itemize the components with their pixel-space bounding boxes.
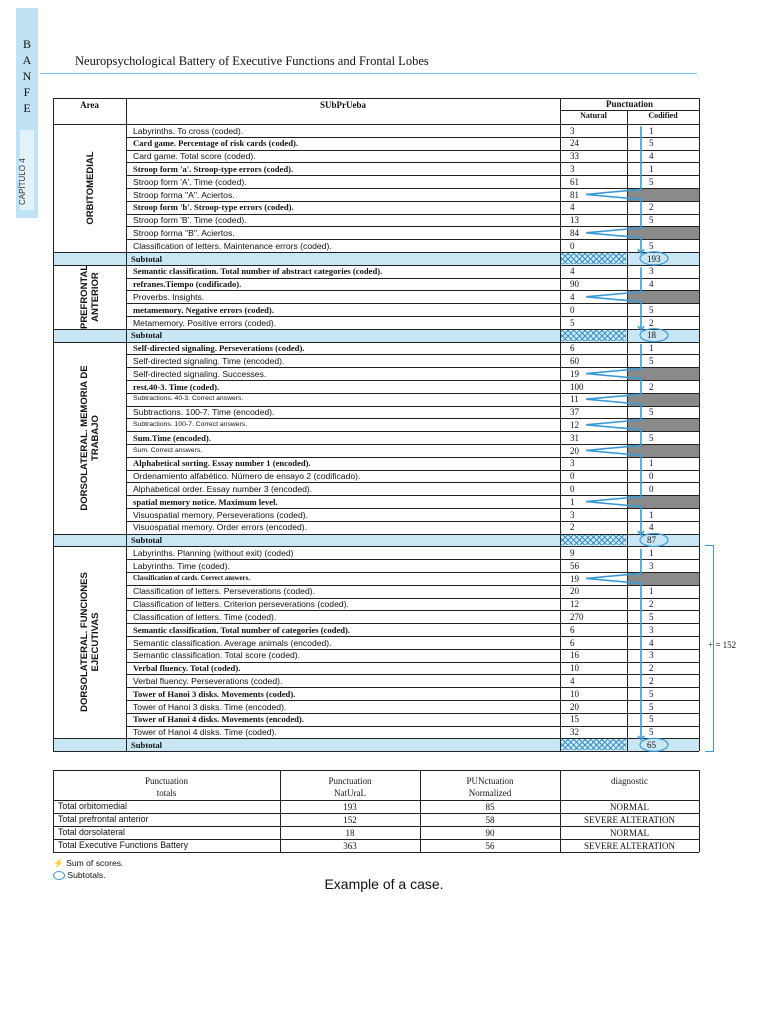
test-name: Alphabetical order. Essay number 3 (encoded). bbox=[133, 483, 313, 494]
test-name: Subtractions. 100-7. Correct answers. bbox=[133, 420, 248, 428]
natural-score: 13 bbox=[570, 215, 579, 226]
rule bbox=[53, 800, 699, 801]
codified-score: 3 bbox=[649, 560, 654, 571]
natural-score: 19 bbox=[570, 573, 579, 584]
test-name: Stroop form 'B'. Time (coded). bbox=[133, 215, 247, 226]
natural-score: 2 bbox=[570, 522, 575, 533]
summary-value: SEVERE ALTERATION bbox=[584, 840, 675, 851]
natural-score: 100 bbox=[570, 381, 584, 392]
figure-caption: Example of a case. bbox=[324, 876, 444, 892]
test-name: Labyrinths. Planning (without exit) (coded) bbox=[133, 547, 294, 558]
test-name: Card game. Total score (coded). bbox=[133, 151, 256, 162]
summary-header: Punctuation totals bbox=[145, 776, 188, 798]
codified-score: 1 bbox=[649, 458, 654, 469]
test-name: refranes.Tiempo (codificado). bbox=[133, 279, 242, 290]
test-name: Classification of letters. Time (coded). bbox=[133, 611, 277, 622]
codified-score: 1 bbox=[649, 509, 654, 520]
summary-value: 90 bbox=[485, 827, 495, 838]
test-name: Stroop forma "A". Aciertos. bbox=[133, 189, 235, 200]
codified-score: 0 bbox=[649, 483, 654, 494]
test-name: Stroop form 'A'. Time (coded). bbox=[133, 176, 247, 187]
chapter-label: CAPÍTULO 4 bbox=[18, 158, 27, 205]
sum-arrow bbox=[586, 344, 641, 534]
test-name: Verbal fluency. Total (coded). bbox=[133, 663, 241, 674]
banfe-letters: B A N F E bbox=[22, 37, 32, 115]
sum-arrow bbox=[586, 267, 641, 329]
test-name: Sum. Correct answers. bbox=[133, 446, 203, 454]
subtotal-label: Subtotal bbox=[131, 253, 163, 264]
summary-value: NORMAL bbox=[609, 827, 649, 838]
codified-score: 5 bbox=[649, 176, 654, 187]
test-name: Sum.Time (encoded). bbox=[133, 432, 211, 443]
test-name: Self-directed signaling. Perseverations (coded). bbox=[133, 343, 305, 354]
natural-score: 81 bbox=[570, 189, 579, 200]
rule bbox=[53, 852, 699, 853]
codified-score: 1 bbox=[649, 586, 654, 597]
natural-score: 84 bbox=[570, 227, 579, 238]
codified-score: 2 bbox=[649, 317, 654, 328]
codified-score: 5 bbox=[649, 138, 654, 149]
rule bbox=[560, 770, 561, 852]
subtotal-ellipse bbox=[640, 738, 668, 751]
test-name: Classification of letters. Maintenance errors (coded). bbox=[133, 240, 332, 251]
test-name: Self-directed signaling. Time (encoded). bbox=[133, 355, 285, 366]
subtotal-label: Subtotal bbox=[131, 330, 163, 341]
natural-score: 0 bbox=[570, 240, 575, 251]
natural-score: 37 bbox=[570, 407, 579, 418]
codified-score: 3 bbox=[649, 624, 654, 635]
subtotal-label: Subtotal bbox=[131, 535, 163, 546]
codified-score: 5 bbox=[649, 727, 654, 738]
test-name: Proverbs. Insights. bbox=[133, 291, 205, 302]
test-name: Tower of Hanoi 3 disks. Time (encoded). bbox=[133, 701, 287, 712]
rule bbox=[280, 770, 281, 852]
natural-score: 6 bbox=[570, 343, 575, 354]
natural-score: 4 bbox=[570, 266, 575, 277]
natural-score: 1 bbox=[570, 496, 575, 507]
codified-score: 1 bbox=[649, 163, 654, 174]
codified-score: 3 bbox=[649, 650, 654, 661]
codified-score: 0 bbox=[649, 471, 654, 482]
subtotal-value: 87 bbox=[647, 535, 656, 546]
zigzag-icon: ⚡ bbox=[53, 858, 64, 868]
test-name: Semantic classification. Average animals (encoded). bbox=[133, 637, 332, 648]
natural-score: 3 bbox=[570, 509, 575, 520]
natural-score: 12 bbox=[570, 599, 579, 610]
bracket-label: + = 152 bbox=[708, 640, 737, 650]
natural-score: 20 bbox=[570, 701, 579, 712]
col-area-header: Area bbox=[80, 100, 99, 110]
natural-score: 11 bbox=[570, 394, 579, 405]
natural-score: 20 bbox=[570, 586, 579, 597]
area-label: PREFRONTAL ANTERIOR bbox=[78, 264, 101, 329]
natural-score: 33 bbox=[570, 151, 579, 162]
natural-score: 4 bbox=[570, 202, 575, 213]
legend-subtotal: Subtotals. bbox=[53, 870, 106, 880]
subtotal-ellipse bbox=[640, 329, 668, 342]
summary-row-label: Total orbitomedial bbox=[58, 800, 127, 811]
test-name: Tower of Hanoi 4 disks. Movements (encoded). bbox=[133, 714, 304, 725]
summary-row-label: Total dorsolateral bbox=[58, 826, 125, 837]
subtotal-label: Subtotal bbox=[131, 739, 163, 750]
codified-score: 5 bbox=[649, 304, 654, 315]
summary-row-label: Total Executive Functions Battery bbox=[58, 839, 189, 850]
natural-score: 61 bbox=[570, 176, 579, 187]
codified-score: 3 bbox=[649, 266, 654, 277]
codified-score: 5 bbox=[649, 355, 654, 366]
test-name: Ordenamiento alfabético. Número de ensayo 2 (codificado). bbox=[133, 471, 361, 482]
test-name: Verbal fluency. Perseverations (coded). bbox=[133, 675, 283, 686]
natural-score: 31 bbox=[570, 432, 579, 443]
summary-value: SEVERE ALTERATION bbox=[584, 814, 675, 825]
rule bbox=[53, 770, 699, 771]
test-name: Classification of letters. Criterion perseverations (coded). bbox=[133, 599, 349, 610]
summary-value: 58 bbox=[485, 814, 495, 825]
subtotal-value: 65 bbox=[647, 739, 656, 750]
natural-score: 9 bbox=[570, 547, 575, 558]
summary-value: 56 bbox=[485, 840, 495, 851]
natural-score: 0 bbox=[570, 483, 575, 494]
natural-score: 10 bbox=[570, 663, 579, 674]
test-name: Metamemory. Positive errors (coded). bbox=[133, 317, 277, 328]
natural-score: 10 bbox=[570, 688, 579, 699]
codified-score: 2 bbox=[649, 663, 654, 674]
codified-score: 5 bbox=[649, 701, 654, 712]
summary-row-label: Total prefrontal anterior bbox=[58, 813, 149, 824]
summary-header: PUNctuation Normalized bbox=[466, 776, 514, 798]
test-name: Visuospatial memory. Order errors (encoded). bbox=[133, 522, 308, 533]
rule bbox=[420, 770, 421, 852]
test-name: Classification of letters. Perseverations (coded). bbox=[133, 586, 315, 597]
natural-score: 12 bbox=[570, 419, 579, 430]
codified-score: 4 bbox=[649, 522, 654, 533]
natural-score: 3 bbox=[570, 163, 575, 174]
test-name: spatial memory notice. Maximum level. bbox=[133, 496, 278, 507]
test-name: Classification of cards. Correct answers. bbox=[133, 574, 250, 582]
test-name: Semantic classification. Total number of categories (coded). bbox=[133, 624, 351, 635]
codified-score: 2 bbox=[649, 381, 654, 392]
natural-score: 5 bbox=[570, 317, 575, 328]
area-label: DORSOLATERAL. FUNCIONES EJECUTIVAS bbox=[78, 572, 101, 713]
sum-arrow bbox=[586, 549, 641, 739]
codified-score: 4 bbox=[649, 637, 654, 648]
col-test-header: SUbPrUeba bbox=[319, 100, 366, 110]
test-name: Self-directed signaling. Successes. bbox=[133, 368, 267, 379]
natural-score: 60 bbox=[570, 355, 579, 366]
natural-score: 6 bbox=[570, 637, 575, 648]
codified-score: 5 bbox=[649, 688, 654, 699]
test-name: Semantic classification. Total number of abstract categories (coded). bbox=[133, 266, 383, 277]
summary-value: 18 bbox=[345, 827, 355, 838]
natural-score: 6 bbox=[570, 624, 575, 635]
test-name: Subtractions. 100-7. Time (encoded). bbox=[133, 407, 275, 418]
summary-value: 152 bbox=[343, 814, 357, 825]
codified-score: 1 bbox=[649, 547, 654, 558]
natural-score: 19 bbox=[570, 368, 579, 379]
natural-score: 270 bbox=[570, 611, 584, 622]
page-title: Neuropsychological Battery of Executive Functions and Frontal Lobes bbox=[75, 54, 429, 68]
test-name: Stroop form 'a'. Stroop-type errors (coded). bbox=[133, 163, 294, 174]
col-natural-header: Natural bbox=[580, 111, 607, 120]
summary-value: 363 bbox=[343, 840, 357, 851]
natural-score: 3 bbox=[570, 458, 575, 469]
rule bbox=[699, 770, 700, 852]
subtotal-value: 193 bbox=[647, 253, 661, 264]
natural-score: 32 bbox=[570, 727, 579, 738]
subtotal-ellipse bbox=[640, 534, 668, 547]
col-punct-header: Punctuation bbox=[605, 99, 653, 109]
area-label: DORSOLATERAL. MEMORIA DE TRABAJO bbox=[78, 365, 101, 511]
natural-score: 24 bbox=[570, 138, 579, 149]
sum-arrow bbox=[586, 126, 641, 252]
test-name: Stroop form 'b'. Stroop-type errors (coded). bbox=[133, 202, 294, 213]
natural-score: 4 bbox=[570, 675, 575, 686]
summary-value: 85 bbox=[485, 801, 495, 812]
col-codified-header: Codified bbox=[648, 111, 678, 120]
codified-score: 5 bbox=[649, 432, 654, 443]
codified-score: 5 bbox=[649, 215, 654, 226]
test-name: metamemory. Negative errors (coded). bbox=[133, 304, 274, 315]
subtotal-ellipse bbox=[640, 252, 668, 265]
subtotal-value: 18 bbox=[647, 330, 656, 341]
natural-score: 0 bbox=[570, 304, 575, 315]
natural-score: 56 bbox=[570, 560, 579, 571]
test-name: Stroop forma "B". Aciertos. bbox=[133, 227, 235, 238]
codified-score: 5 bbox=[649, 714, 654, 725]
codified-score: 1 bbox=[649, 125, 654, 136]
test-name: rest.40-3. Time (coded). bbox=[133, 381, 220, 392]
test-name: Subtractions. 40-3. Correct answers. bbox=[133, 395, 244, 403]
summary-header: Punctuation NatUraL bbox=[328, 776, 372, 798]
natural-score: 20 bbox=[570, 445, 579, 456]
natural-score: 90 bbox=[570, 279, 579, 290]
test-name: Alphabetical sorting. Essay number 1 (encoded). bbox=[133, 458, 311, 469]
codified-score: 2 bbox=[649, 202, 654, 213]
natural-score: 0 bbox=[570, 471, 575, 482]
test-name: Semantic classification. Total score (coded). bbox=[133, 650, 301, 661]
summary-value: NORMAL bbox=[609, 801, 649, 812]
natural-score: 3 bbox=[570, 125, 575, 136]
codified-score: 1 bbox=[649, 343, 654, 354]
legend-sum: ⚡ Sum of scores. bbox=[53, 858, 124, 868]
natural-score: 16 bbox=[570, 650, 579, 661]
codified-score: 5 bbox=[649, 240, 654, 251]
natural-score: 15 bbox=[570, 714, 579, 725]
test-name: Tower of Hanoi 3 disks. Movements (coded). bbox=[133, 688, 296, 699]
codified-score: 2 bbox=[649, 599, 654, 610]
test-name: Visuospatial memory. Perseverations (coded). bbox=[133, 509, 308, 520]
test-name: Tower of Hanoi 4 disks. Time (coded). bbox=[133, 727, 277, 738]
test-name: Labyrinths. To cross (coded). bbox=[133, 125, 244, 136]
codified-score: 2 bbox=[649, 675, 654, 686]
test-name: Card game. Percentage of risk cards (coded). bbox=[133, 138, 298, 149]
codified-score: 4 bbox=[649, 151, 654, 162]
rule bbox=[53, 770, 54, 852]
codified-score: 5 bbox=[649, 611, 654, 622]
codified-score: 5 bbox=[649, 407, 654, 418]
area-label: ORBITOMEDIAL bbox=[84, 151, 95, 225]
summary-header: diagnostic bbox=[611, 776, 648, 786]
test-name: Labyrinths. Time (coded). bbox=[133, 560, 230, 571]
natural-score: 4 bbox=[570, 291, 575, 302]
codified-score: 4 bbox=[649, 279, 654, 290]
summary-value: 193 bbox=[343, 801, 357, 812]
